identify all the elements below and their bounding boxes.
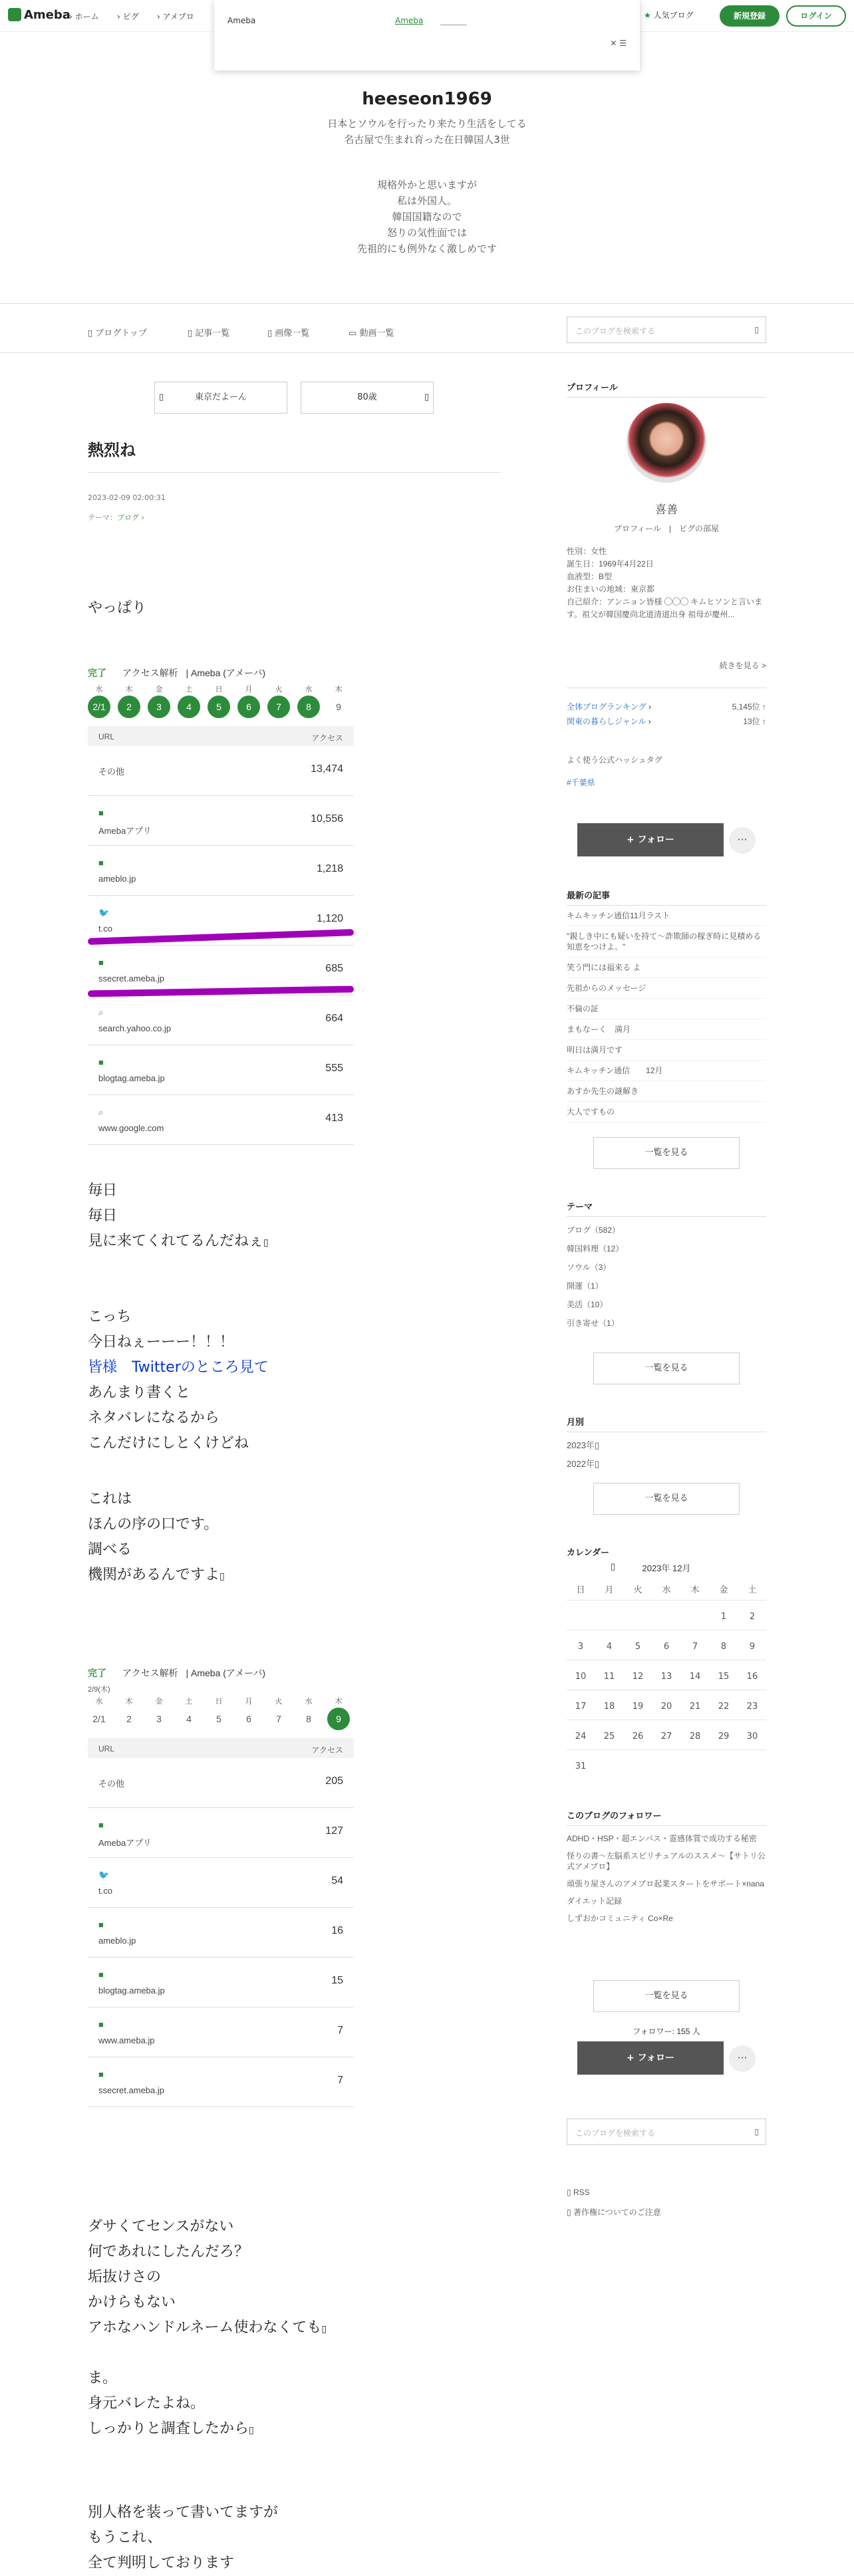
blog-description: 日本とソウルを行ったり来たり生活をしてる 名古屋で生まれ育った在日韓国人3世 bbox=[327, 118, 527, 146]
ameba-icon: ■ bbox=[98, 2019, 104, 2029]
calendar-day[interactable]: 6 bbox=[663, 1642, 670, 1652]
analytics-date: 2/9(木) bbox=[88, 1686, 110, 1694]
twitter-icon: 🐦 bbox=[98, 1870, 110, 1880]
calendar-day[interactable]: 3 bbox=[577, 1642, 584, 1652]
broken-image-icon: ▯ bbox=[249, 2425, 254, 2436]
day-cell[interactable]: 7 bbox=[267, 696, 290, 718]
day-cell[interactable]: 5 bbox=[216, 1714, 221, 1724]
follower-item[interactable]: ダイエット記録 bbox=[567, 1896, 623, 1906]
search-icon[interactable]: ▯ bbox=[754, 2127, 759, 2136]
calendar-day[interactable]: 23 bbox=[746, 1702, 758, 1712]
table-row bbox=[88, 796, 354, 846]
more-button[interactable]: ··· bbox=[729, 2045, 756, 2072]
calendar-weekday: 木 bbox=[690, 1585, 700, 1595]
star-icon: ★ bbox=[644, 11, 651, 20]
access-count: 15 bbox=[331, 1975, 343, 1986]
weekday-label: 水 bbox=[95, 1698, 103, 1706]
access-count: 54 bbox=[331, 1875, 343, 1886]
ameba-icon: ■ bbox=[98, 1057, 104, 1067]
weekday-label: 木 bbox=[125, 1698, 133, 1706]
ranking-genre[interactable]: 関東の暮らしジャンル › 13位 ↑ bbox=[567, 717, 766, 726]
popup-label: Ameba bbox=[227, 16, 256, 25]
follow-button[interactable]: + フォロー bbox=[577, 823, 724, 856]
table-row bbox=[88, 1808, 354, 1858]
calendar-day[interactable]: 27 bbox=[660, 1732, 672, 1741]
month-item[interactable]: 2022年▯ bbox=[567, 1459, 600, 1469]
nav-home[interactable]: › ホーム bbox=[69, 12, 99, 21]
referrer-label: blogtag.ameba.jp bbox=[98, 1073, 165, 1083]
weekday-label: 日 bbox=[215, 1698, 223, 1706]
weekday-label: 水 bbox=[95, 686, 103, 694]
access-analytics-screenshot bbox=[88, 666, 354, 1145]
weekday-label: 月 bbox=[245, 686, 253, 694]
weekday-label: 水 bbox=[305, 1698, 313, 1706]
calendar-day[interactable]: 9 bbox=[749, 1642, 756, 1652]
weekday-label: 金 bbox=[155, 1698, 163, 1706]
theme-list-button[interactable]: 一覧を見る bbox=[593, 1352, 740, 1384]
rss-link[interactable]: ▯ RSS bbox=[567, 2188, 590, 2197]
recent-list-button[interactable]: 一覧を見る bbox=[593, 1137, 740, 1169]
weekday-label: 木 bbox=[335, 1698, 343, 1706]
nav-articles[interactable]: ▯ 記事一覧 bbox=[188, 328, 230, 338]
profile-links: プロフィール | ピグの部屋 bbox=[614, 524, 719, 533]
calendar-day[interactable]: 29 bbox=[718, 1732, 730, 1741]
day-cell[interactable]: 6 bbox=[246, 1714, 251, 1724]
calendar-weekday: 日 bbox=[576, 1585, 585, 1595]
article-title: 熱烈ね bbox=[88, 441, 136, 459]
calendar-day[interactable]: 20 bbox=[660, 1702, 672, 1712]
follow-button[interactable]: + フォロー bbox=[577, 2041, 724, 2075]
access-count: 413 bbox=[325, 1112, 343, 1124]
access-count: 1,120 bbox=[316, 913, 343, 924]
blog-intro: 規格外かと思いますが 私は外国人。 韓国国籍なので 怒りの気性面では 先祖的にも例外なく激しめです bbox=[356, 179, 497, 255]
recent-article-item[interactable]: 明日は満月です bbox=[567, 1040, 766, 1061]
referrer-label: t.co bbox=[98, 1886, 112, 1896]
notice-icon: ▯ bbox=[567, 2208, 571, 2217]
broken-image-icon: ▯ bbox=[219, 1571, 225, 1582]
referrer-label: www.ameba.jp bbox=[98, 2035, 155, 2045]
calendar-day[interactable]: 24 bbox=[575, 1732, 587, 1741]
weekday-label: 水 bbox=[305, 686, 313, 694]
access-count: 1,218 bbox=[316, 863, 343, 874]
day-cell[interactable]: 5 bbox=[208, 696, 230, 718]
rss-icon: ▯ bbox=[567, 2188, 571, 2197]
weekday-label: 木 bbox=[125, 686, 133, 694]
day-cell[interactable]: 8 bbox=[297, 696, 320, 718]
ameba-icon: ■ bbox=[98, 958, 104, 967]
month-item[interactable]: 2023年▯ bbox=[567, 1440, 600, 1450]
nav-images[interactable]: ▯ 画像一覧 bbox=[267, 328, 310, 338]
twitter-icon: 🐦 bbox=[98, 908, 110, 918]
article-date: 2023-02-09 02:00:31 bbox=[88, 493, 166, 502]
table-row bbox=[88, 2057, 354, 2107]
monthly-list-button[interactable]: 一覧を見る bbox=[593, 1483, 740, 1515]
calendar-weekday: 金 bbox=[719, 1585, 728, 1595]
nav-ameblo[interactable]: › アメブロ bbox=[157, 12, 194, 21]
hashtag-heading: よく使う公式ハッシュタグ bbox=[567, 755, 662, 765]
calendar-day[interactable]: 11 bbox=[603, 1672, 615, 1682]
calendar-weekday: 火 bbox=[633, 1585, 642, 1595]
close-icon[interactable]: ✕ ☰ bbox=[610, 39, 627, 48]
theme-item[interactable]: 開運（1） bbox=[567, 1281, 603, 1291]
login-button[interactable]: ログイン bbox=[786, 5, 846, 27]
access-count: 685 bbox=[325, 963, 343, 974]
profile-link[interactable]: プロフィール bbox=[614, 524, 661, 533]
divider bbox=[0, 352, 854, 353]
popup-link[interactable]: Ameba bbox=[395, 16, 424, 25]
recent-article-item[interactable]: "親しき中にも疑いを持て〜詐欺師の稼ぎ時に見積める知恵をつけよ。" bbox=[567, 926, 766, 958]
access-count: 555 bbox=[325, 1063, 343, 1074]
table-row bbox=[88, 1908, 354, 1958]
day-selector bbox=[88, 1696, 354, 1733]
recent-article-item[interactable]: あすか先生の謎解き bbox=[567, 1081, 766, 1102]
referrer-label: blogtag.ameba.jp bbox=[98, 1986, 165, 1996]
recent-article-item[interactable]: 笑う門には福来る よ bbox=[567, 958, 766, 978]
next-article-button[interactable]: 80歳 ▯ bbox=[301, 382, 434, 414]
access-count: 10,556 bbox=[311, 813, 343, 825]
referrer-label: ameblo.jp bbox=[98, 874, 136, 884]
referrer-label: search.yahoo.co.jp bbox=[98, 1023, 172, 1033]
profile-name: 喜善 bbox=[655, 503, 678, 516]
search-input[interactable]: このブログを検索する ▯ bbox=[567, 317, 766, 343]
nav-pig[interactable]: › ピグ bbox=[117, 12, 139, 21]
recent-article-item[interactable]: まもなーく 満月 bbox=[567, 1019, 766, 1040]
calendar-row-line bbox=[567, 1600, 766, 1601]
referrer-label: その他 bbox=[98, 1779, 125, 1789]
referrer-label: ssecret.ameba.jp bbox=[98, 2085, 164, 2095]
day-cell[interactable]: 2 bbox=[126, 1714, 132, 1724]
read-more-link[interactable]: 続きを見る > bbox=[719, 661, 766, 670]
day-cell[interactable]: 8 bbox=[306, 1714, 311, 1724]
sidebar-profile-heading: プロフィール bbox=[567, 380, 766, 398]
avatar[interactable] bbox=[627, 403, 706, 483]
search-icon: ⌕ bbox=[98, 1107, 104, 1117]
ameba-icon: ■ bbox=[98, 858, 104, 868]
calendar-day[interactable]: 8 bbox=[720, 1642, 727, 1652]
table-row bbox=[88, 995, 354, 1045]
account-popup bbox=[214, 0, 640, 70]
article-paragraph: 別人格を装って書いてますが もうこれ、 全て判明しております bbox=[88, 2504, 279, 2571]
weekday-label: 日 bbox=[215, 686, 223, 694]
theme-section: テーマ ブログ（582） 韓国料理（12） ソウル（3） 開運（1） 美活（10） 引き寄せ（1） bbox=[567, 1200, 766, 1333]
recent-article-item[interactable]: 不倫の証 bbox=[567, 999, 766, 1019]
day-cell[interactable]: 2 bbox=[118, 696, 140, 718]
search-icon[interactable]: ▯ bbox=[754, 325, 759, 334]
calendar-heading: カレンダー bbox=[567, 1547, 610, 1557]
theme-item[interactable]: ブログ（582） bbox=[567, 1225, 621, 1235]
weekday-label: 火 bbox=[275, 686, 283, 694]
calendar-day[interactable]: 31 bbox=[575, 1761, 587, 1771]
referrer-label: t.co bbox=[98, 924, 112, 934]
analytics-tabs: 完了 アクセス解析 | Ameba (アメーバ) bbox=[88, 1668, 266, 1678]
day-selector bbox=[88, 684, 354, 721]
prev-month-icon[interactable]: ▯ bbox=[611, 1561, 616, 1571]
prev-article-button[interactable]: ▯ 東京だよーん bbox=[154, 382, 287, 414]
calendar-day[interactable]: 22 bbox=[718, 1702, 730, 1712]
broken-image-icon: ▯ bbox=[321, 2324, 327, 2335]
calendar-day[interactable]: 26 bbox=[632, 1732, 644, 1741]
weekday-label: 月 bbox=[245, 1698, 253, 1706]
calendar-row-line bbox=[567, 1749, 766, 1750]
theme-item[interactable]: 引き寄せ（1） bbox=[567, 1319, 619, 1328]
table-row bbox=[88, 2007, 354, 2057]
calendar-day[interactable]: 1 bbox=[720, 1612, 727, 1622]
day-cell[interactable]: 2/1 bbox=[92, 1714, 106, 1724]
day-cell[interactable]: 7 bbox=[276, 1714, 281, 1724]
day-cell[interactable]: 6 bbox=[237, 696, 260, 718]
calendar-day[interactable]: 14 bbox=[689, 1672, 701, 1682]
table-row bbox=[88, 1045, 354, 1095]
theme-item[interactable]: 韓国料理（12） bbox=[567, 1244, 624, 1253]
copyright-link[interactable]: ▯ 著作権についてのご注意 bbox=[567, 2208, 661, 2217]
weekday-label: 木 bbox=[335, 686, 343, 694]
calendar-nav bbox=[567, 1561, 766, 1574]
calendar-day[interactable]: 15 bbox=[718, 1672, 730, 1682]
calendar bbox=[567, 1583, 766, 1782]
calendar-day[interactable]: 21 bbox=[689, 1702, 701, 1712]
recent-article-item[interactable]: 大人ですもの bbox=[567, 1102, 766, 1122]
day-cell[interactable]: 3 bbox=[148, 696, 170, 718]
register-button[interactable]: 新規登録 bbox=[720, 5, 780, 27]
popup-input[interactable] bbox=[440, 16, 467, 25]
theme-item[interactable]: 美活（10） bbox=[567, 1300, 608, 1309]
weekday-label: 金 bbox=[155, 686, 163, 694]
table-row bbox=[88, 1758, 354, 1808]
calendar-day[interactable]: 28 bbox=[689, 1732, 701, 1741]
recent-articles: 最新の記事 キムキッチン通信11月ラスト "親しき中にも疑いを持て〜詐欺師の稼ぎ時に見積める知恵をつけよ。" 笑う門には福来る よ 先祖からのメッセージ 不倫の証 まもなーく 満月 明日は満月です キムキッチン通信 12月 あすか先生の謎解き 大人ですもの bbox=[567, 888, 766, 1122]
video-icon: ▭ bbox=[349, 328, 357, 338]
follower-item[interactable]: しずおかコミュニティ Co×Re bbox=[567, 1914, 673, 1923]
day-cell[interactable]: 3 bbox=[156, 1714, 162, 1724]
referrer-label: Amebaアプリ bbox=[98, 1838, 152, 1848]
calendar-day[interactable]: 17 bbox=[575, 1702, 587, 1712]
day-cell[interactable]: 4 bbox=[178, 696, 200, 718]
profile-details: 性別：女性 誕生日：1969年4月22日 血液型：B型 お住まいの地域：東京都 自己紹介：アンニョン皆様 ◯◯◯ キムヒソンと言います。祖父が韓国慶尚北道清道出身 祖母が慶州... bbox=[567, 547, 763, 619]
ameba-icon: ■ bbox=[98, 1820, 104, 1830]
access-count: 127 bbox=[325, 1825, 343, 1837]
popular-blog-link[interactable]: ★ 人気ブログ bbox=[644, 11, 694, 20]
follower-item[interactable]: 怪りの書〜左脳系スピリチュアルのススメ〜【サトリ公式アメブロ】 bbox=[567, 1851, 766, 1871]
calendar-day[interactable]: 18 bbox=[603, 1702, 615, 1712]
ameba-icon: ■ bbox=[98, 1970, 104, 1980]
followers-list-button[interactable]: 一覧を見る bbox=[593, 1980, 740, 2012]
recent-article-item[interactable]: 先祖からのメッセージ bbox=[567, 978, 766, 999]
more-button[interactable]: ··· bbox=[729, 827, 756, 854]
calendar-day[interactable]: 12 bbox=[632, 1672, 644, 1682]
twitter-link[interactable]: 皆様 Twitterのところ見て bbox=[88, 1359, 269, 1376]
day-cell[interactable]: 9 bbox=[336, 702, 341, 712]
calendar-day[interactable]: 10 bbox=[575, 1672, 587, 1682]
calendar-weekday: 水 bbox=[662, 1585, 671, 1595]
calendar-day[interactable]: 4 bbox=[606, 1642, 613, 1652]
day-cell[interactable]: 4 bbox=[186, 1714, 192, 1724]
weekday-label: 土 bbox=[185, 686, 193, 694]
analytics-header: URL アクセス bbox=[88, 726, 354, 746]
calendar-day[interactable]: 30 bbox=[746, 1732, 758, 1741]
search-icon: ⌕ bbox=[98, 1007, 104, 1017]
followers-section: このブログのフォロワー ADHD・HSP・超エンパス・霊感体質で成功する秘密 怪りの書〜左脳系スピリチュアルのススメ〜【サトリ公式アメブロ】 頑張り屋さんのアメブロ起業スタートをサポート×nana ダイエット記録 しずおかコミュニティ Co×Re bbox=[567, 1809, 766, 1927]
article-paragraph: これは ほんの序の口です。 調べる 機関があるんですよ▯ bbox=[88, 1491, 225, 1583]
access-count: 7 bbox=[337, 2025, 343, 2036]
referrer-label: その他 bbox=[98, 767, 125, 777]
table-row bbox=[88, 746, 354, 796]
table-row bbox=[88, 1958, 354, 2007]
calendar-weekday: 土 bbox=[748, 1585, 757, 1595]
table-row bbox=[88, 1095, 354, 1145]
pig-room-link[interactable]: ピグの部屋 bbox=[678, 524, 719, 533]
monthly-section: 月別 2023年▯ 2022年▯ bbox=[567, 1415, 766, 1474]
ranking-all[interactable]: 全体ブログランキング › 5,145位 ↑ bbox=[567, 702, 766, 711]
article-paragraph: 毎日 毎日 見に来てくれてるんだねぇ▯ bbox=[88, 1182, 269, 1249]
article-theme: テーマ：ブログ › bbox=[88, 513, 144, 522]
ameba-logo[interactable]: Ameba bbox=[8, 8, 71, 22]
weekday-label: 土 bbox=[185, 1698, 193, 1706]
referrer-label: ssecret.ameba.jp bbox=[98, 973, 164, 983]
referrer-label: Amebaアプリ bbox=[98, 826, 152, 836]
ameba-icon: ■ bbox=[98, 1920, 104, 1930]
ameba-icon: ■ bbox=[98, 2069, 104, 2079]
access-count: 13,474 bbox=[311, 763, 343, 775]
nav-blog-top[interactable]: ▯ ブログトップ bbox=[88, 328, 147, 338]
theme-item[interactable]: ソウル（3） bbox=[567, 1263, 611, 1272]
search-input[interactable]: このブログを検索する ▯ bbox=[567, 2119, 766, 2145]
follower-item[interactable]: ADHD・HSP・超エンパス・霊感体質で成功する秘密 bbox=[567, 1834, 757, 1843]
weekday-label: 火 bbox=[275, 1698, 283, 1706]
access-analytics-screenshot bbox=[88, 1666, 354, 2107]
article-paragraph: ダサくてセンスがない 何であれにしたんだろ？ 垢抜けさの かけらもない アホなハンドルネーム使わなくても▯ bbox=[88, 2218, 327, 2336]
recent-article-item[interactable]: キムキッチン通信11月ラスト bbox=[567, 906, 766, 926]
ameba-logo-icon bbox=[8, 8, 21, 21]
access-count: 16 bbox=[331, 1925, 343, 1936]
referrer-label: www.google.com bbox=[98, 1123, 164, 1133]
table-row bbox=[88, 846, 354, 896]
divider bbox=[0, 303, 854, 304]
blog-title[interactable]: heeseon1969 bbox=[362, 89, 492, 109]
access-count: 664 bbox=[325, 1013, 343, 1024]
day-cell[interactable]: 2/1 bbox=[88, 696, 110, 718]
day-cell[interactable]: 9 bbox=[327, 1708, 350, 1730]
access-count: 7 bbox=[337, 2075, 343, 2086]
calendar-day[interactable]: 25 bbox=[603, 1732, 615, 1741]
analytics-tabs: 完了 アクセス解析 | Ameba (アメーバ) bbox=[88, 668, 266, 678]
calendar-day[interactable]: 5 bbox=[635, 1642, 641, 1652]
access-count: 205 bbox=[325, 1775, 343, 1787]
follower-item[interactable]: 頑張り屋さんのアメブロ起業スタートをサポート×nana bbox=[567, 1879, 764, 1888]
calendar-weekday: 月 bbox=[605, 1585, 614, 1595]
table-row bbox=[88, 1858, 354, 1908]
broken-image-icon: ▯ bbox=[263, 1237, 269, 1248]
analytics-header: URL アクセス bbox=[88, 1738, 354, 1758]
calendar-day[interactable]: 2 bbox=[749, 1612, 756, 1622]
calendar-title: 2023年 12月 bbox=[642, 1563, 691, 1573]
recent-article-item[interactable]: キムキッチン通信 12月 bbox=[567, 1061, 766, 1081]
article-paragraph: ま。 身元バレたよね。 しっかりと調査したから▯ bbox=[88, 2370, 254, 2437]
calendar-day[interactable]: 19 bbox=[632, 1702, 644, 1712]
calendar-day[interactable]: 16 bbox=[746, 1672, 758, 1682]
calendar-day[interactable]: 7 bbox=[692, 1642, 698, 1652]
nav-videos[interactable]: ▭ 動画一覧 bbox=[349, 328, 394, 338]
followers-count: フォロワー: 155 人 bbox=[633, 2027, 700, 2036]
hashtag-link[interactable]: #千葉県 bbox=[567, 778, 595, 787]
article-paragraph: こっち 今日ねぇーーー！！！ 皆様 Twitterのところ見て あんまり書くと ネタバレになるから こんだけにしとくけどね bbox=[88, 1309, 269, 1452]
calendar-day[interactable]: 13 bbox=[660, 1672, 672, 1682]
referrer-label: ameblo.jp bbox=[98, 1936, 136, 1946]
theme-link[interactable]: ブログ bbox=[117, 513, 139, 522]
article-paragraph: やっぱり bbox=[88, 600, 147, 616]
divider bbox=[88, 472, 500, 473]
ameba-icon: ■ bbox=[98, 808, 104, 818]
